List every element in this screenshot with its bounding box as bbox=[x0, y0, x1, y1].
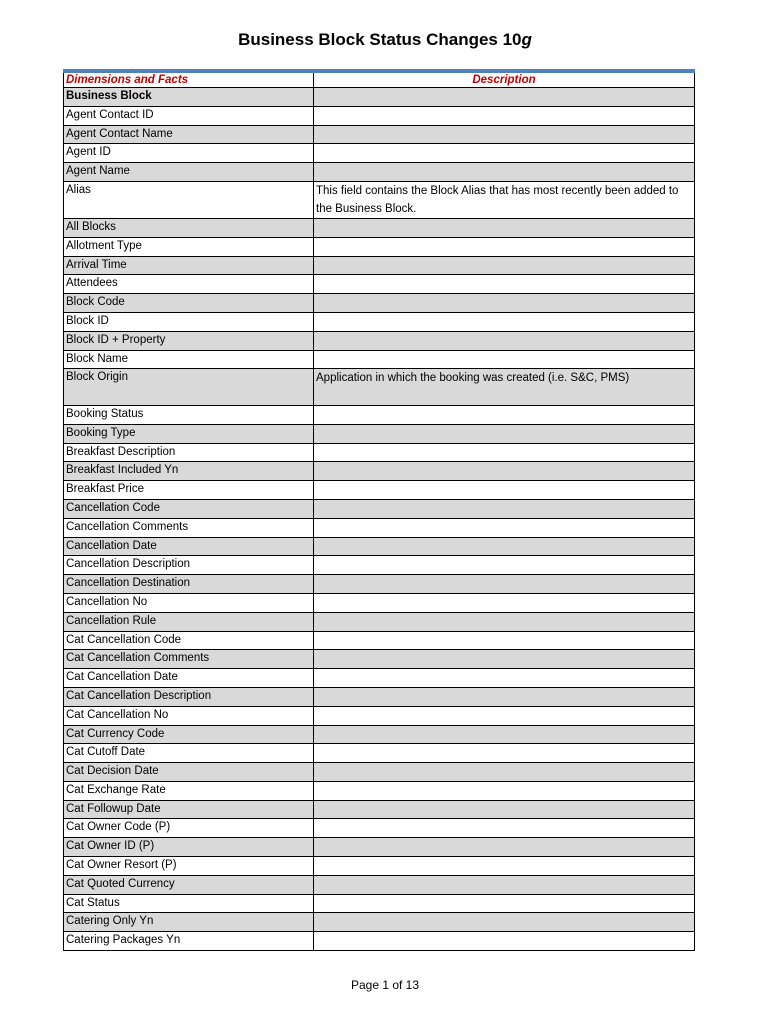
description-cell bbox=[314, 781, 695, 800]
table-row bbox=[64, 894, 695, 913]
description-cell bbox=[314, 593, 695, 612]
table-row bbox=[64, 932, 695, 951]
table-row bbox=[64, 424, 695, 443]
description-cell bbox=[314, 312, 695, 331]
dimension-cell: All Blocks bbox=[64, 218, 314, 237]
table-row bbox=[64, 706, 695, 725]
dimension-cell: Block ID bbox=[64, 312, 314, 331]
dimension-cell: Cat Owner ID (P) bbox=[64, 838, 314, 857]
dimension-cell: Agent ID bbox=[64, 144, 314, 163]
dimension-cell: Breakfast Description bbox=[64, 443, 314, 462]
table-row bbox=[64, 819, 695, 838]
table-row bbox=[64, 405, 695, 424]
description-cell bbox=[314, 669, 695, 688]
description-cell bbox=[314, 932, 695, 951]
description-cell bbox=[314, 405, 695, 424]
table-row bbox=[64, 331, 695, 350]
description-cell bbox=[314, 331, 695, 350]
table-row bbox=[64, 443, 695, 462]
dimension-cell: Cat Cancellation Comments bbox=[64, 650, 314, 669]
description-cell bbox=[314, 294, 695, 313]
description-cell bbox=[314, 857, 695, 876]
dimension-cell: Block Code bbox=[64, 294, 314, 313]
description-cell: Application in which the booking was created (i.e. S&C, PMS) bbox=[314, 369, 695, 406]
description-cell bbox=[314, 518, 695, 537]
description-cell bbox=[314, 875, 695, 894]
dimension-cell: Cancellation Destination bbox=[64, 575, 314, 594]
dimension-cell: Business Block bbox=[64, 88, 314, 107]
dimension-cell: Breakfast Price bbox=[64, 481, 314, 500]
description-cell bbox=[314, 125, 695, 144]
table-row bbox=[64, 857, 695, 876]
table-row bbox=[64, 312, 695, 331]
description-cell bbox=[314, 763, 695, 782]
table-row bbox=[64, 725, 695, 744]
description-cell bbox=[314, 537, 695, 556]
dimension-cell: Cancellation Description bbox=[64, 556, 314, 575]
dimension-cell: Cat Cancellation Description bbox=[64, 687, 314, 706]
description-cell bbox=[314, 687, 695, 706]
dimension-cell: Cat Cutoff Date bbox=[64, 744, 314, 763]
dimension-cell: Booking Status bbox=[64, 405, 314, 424]
description-cell bbox=[314, 499, 695, 518]
description-cell bbox=[314, 800, 695, 819]
description-cell bbox=[314, 706, 695, 725]
description-cell bbox=[314, 481, 695, 500]
description-cell bbox=[314, 913, 695, 932]
table-row bbox=[64, 838, 695, 857]
page-title bbox=[0, 30, 770, 50]
table-row bbox=[64, 687, 695, 706]
table-row bbox=[64, 518, 695, 537]
table-row bbox=[64, 781, 695, 800]
description-cell bbox=[314, 725, 695, 744]
dimension-cell: Cat Decision Date bbox=[64, 763, 314, 782]
description-cell bbox=[314, 575, 695, 594]
table-row bbox=[64, 275, 695, 294]
dimension-cell: Cat Owner Code (P) bbox=[64, 819, 314, 838]
description-cell bbox=[314, 744, 695, 763]
dimension-cell: Cat Cancellation Date bbox=[64, 669, 314, 688]
table-row bbox=[64, 875, 695, 894]
description-cell bbox=[314, 443, 695, 462]
dimension-cell: Catering Packages Yn bbox=[64, 932, 314, 951]
table-row bbox=[64, 88, 695, 107]
description-cell bbox=[314, 237, 695, 256]
attributes-table bbox=[63, 69, 695, 951]
table-row bbox=[64, 350, 695, 369]
table-row bbox=[64, 294, 695, 313]
description-cell bbox=[314, 650, 695, 669]
dimension-cell: Cancellation Code bbox=[64, 499, 314, 518]
dimension-cell: Cat Cancellation No bbox=[64, 706, 314, 725]
table-row bbox=[64, 481, 695, 500]
dimension-cell: Agent Contact ID bbox=[64, 106, 314, 125]
table-row bbox=[64, 800, 695, 819]
description-cell bbox=[314, 631, 695, 650]
description-cell bbox=[314, 819, 695, 838]
table-row bbox=[64, 369, 695, 406]
table-row bbox=[64, 256, 695, 275]
dimension-cell: Block ID + Property bbox=[64, 331, 314, 350]
dimension-cell: Cat Owner Resort (P) bbox=[64, 857, 314, 876]
table-row bbox=[64, 144, 695, 163]
table-row bbox=[64, 499, 695, 518]
dimension-cell: Agent Name bbox=[64, 163, 314, 182]
table-row bbox=[64, 181, 695, 218]
table-row bbox=[64, 593, 695, 612]
dimension-cell: Cancellation Comments bbox=[64, 518, 314, 537]
dimension-cell: Arrival Time bbox=[64, 256, 314, 275]
table-row bbox=[64, 631, 695, 650]
column-header-dimensions: Dimensions and Facts bbox=[64, 71, 314, 88]
table-body bbox=[64, 88, 695, 951]
dimension-cell: Block Origin bbox=[64, 369, 314, 406]
title-suffix: g bbox=[521, 30, 532, 49]
description-cell bbox=[314, 218, 695, 237]
page-number: Page 1 of 13 bbox=[350, 978, 420, 992]
table-row bbox=[64, 744, 695, 763]
table-row bbox=[64, 125, 695, 144]
dimension-cell: Cancellation Rule bbox=[64, 612, 314, 631]
dimension-cell: Agent Contact Name bbox=[64, 125, 314, 144]
dimension-cell: Cat Status bbox=[64, 894, 314, 913]
table-row bbox=[64, 556, 695, 575]
table-row bbox=[64, 537, 695, 556]
table-header-row bbox=[64, 71, 695, 88]
dimension-cell: Attendees bbox=[64, 275, 314, 294]
description-cell bbox=[314, 894, 695, 913]
table-row bbox=[64, 163, 695, 182]
table-row bbox=[64, 106, 695, 125]
description-cell: This field contains the Block Alias that has most recently been added to the Business Block. bbox=[314, 181, 695, 218]
dimension-cell: Cat Cancellation Code bbox=[64, 631, 314, 650]
dimension-cell: Block Name bbox=[64, 350, 314, 369]
description-cell bbox=[314, 88, 695, 107]
table-row bbox=[64, 650, 695, 669]
dimension-cell: Allotment Type bbox=[64, 237, 314, 256]
description-cell bbox=[314, 838, 695, 857]
table-row bbox=[64, 462, 695, 481]
dimension-cell: Booking Type bbox=[64, 424, 314, 443]
table-row bbox=[64, 612, 695, 631]
dimension-cell: Catering Only Yn bbox=[64, 913, 314, 932]
description-cell bbox=[314, 106, 695, 125]
table-row bbox=[64, 669, 695, 688]
dimension-cell: Cat Quoted Currency bbox=[64, 875, 314, 894]
dimension-cell: Cancellation No bbox=[64, 593, 314, 612]
table-row bbox=[64, 763, 695, 782]
description-cell bbox=[314, 144, 695, 163]
description-cell bbox=[314, 275, 695, 294]
dimension-cell: Cat Followup Date bbox=[64, 800, 314, 819]
description-cell bbox=[314, 612, 695, 631]
title-main: Business Block Status Changes 10 bbox=[238, 30, 522, 49]
dimension-cell: Cat Exchange Rate bbox=[64, 781, 314, 800]
description-cell bbox=[314, 350, 695, 369]
description-cell bbox=[314, 424, 695, 443]
dimension-cell: Alias bbox=[64, 181, 314, 218]
table-row bbox=[64, 237, 695, 256]
table-row bbox=[64, 218, 695, 237]
description-cell bbox=[314, 556, 695, 575]
table-row bbox=[64, 913, 695, 932]
description-cell bbox=[314, 256, 695, 275]
table-row bbox=[64, 575, 695, 594]
dimension-cell: Cancellation Date bbox=[64, 537, 314, 556]
dimension-cell: Breakfast Included Yn bbox=[64, 462, 314, 481]
description-cell bbox=[314, 462, 695, 481]
description-cell bbox=[314, 163, 695, 182]
dimension-cell: Cat Currency Code bbox=[64, 725, 314, 744]
column-header-description: Description bbox=[314, 71, 695, 88]
